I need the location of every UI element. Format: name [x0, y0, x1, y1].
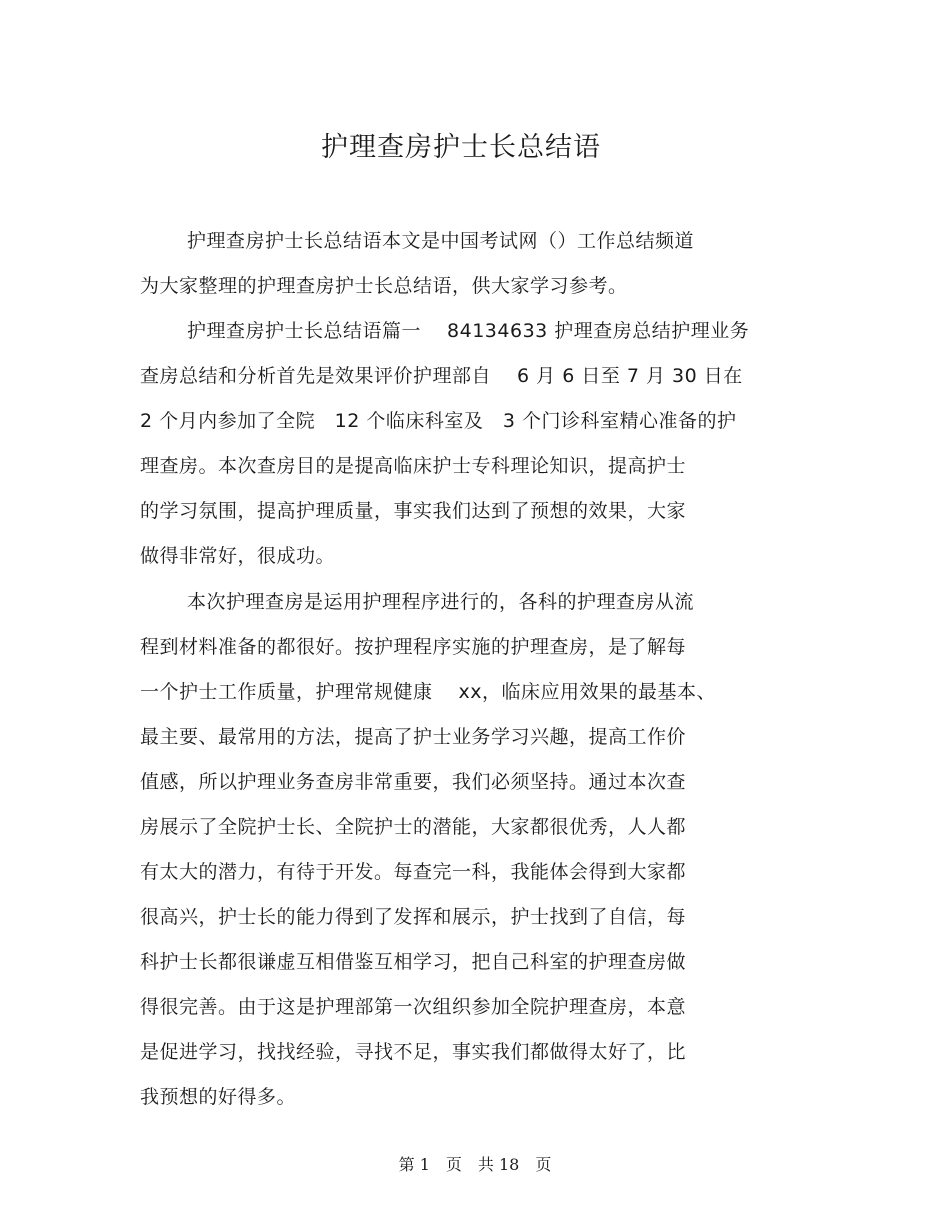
paragraph-2-line-3: 2 个月内参加了全院 12 个临床科室及 3 个门诊科室精心准备的护	[140, 410, 737, 432]
paragraph-3-line-12: 我预想的好得多。	[140, 1086, 297, 1108]
paragraph-3-line-2: 程到材料准备的都很好。按护理程序实施的护理查房，是了解每	[140, 636, 687, 658]
paragraph-1-line-1: 护理查房护士长总结语本文是中国考试网（）工作总结频道	[187, 230, 695, 252]
paragraph-3-line-11: 是促进学习，找找经验，寻找不足，事实我们都做得太好了，比	[140, 1041, 687, 1063]
page-number-footer: 第 1 页 共 18 页	[398, 1155, 552, 1174]
paragraph-3-line-7: 有太大的潜力，有待于开发。每查完一科，我能体会得到大家都	[140, 861, 687, 883]
paragraph-3-line-1: 本次护理查房是运用护理程序进行的，各科的护理查房从流	[187, 591, 695, 613]
paragraph-2-line-2: 查房总结和分析首先是效果评价护理部自 6 月 6 日至 7 月 30 日在	[140, 365, 743, 387]
document-title: 护理查房护士长总结语	[321, 132, 601, 163]
paragraph-3-line-6: 房展示了全院护士长、全院护士的潜能，大家都很优秀，人人都	[140, 816, 687, 838]
paragraph-3-line-10: 得很完善。由于这是护理部第一次组织参加全院护理查房，本意	[140, 996, 687, 1018]
paragraph-3-line-5: 值感，所以护理业务查房非常重要，我们必须坚持。通过本次查	[140, 771, 687, 793]
paragraph-1-line-2: 为大家整理的护理查房护士长总结语，供大家学习参考。	[140, 275, 628, 297]
paragraph-2-line-4: 理查房。本次查房目的是提高临床护士专科理论知识，提高护士	[140, 455, 687, 477]
paragraph-3-line-9: 科护士长都很谦虚互相借鉴互相学习，把自己科室的护理查房做	[140, 951, 687, 973]
paragraph-2-line-6: 做得非常好，很成功。	[140, 545, 336, 567]
paragraph-2-line-5: 的学习氛围，提高护理质量，事实我们达到了预想的效果，大家	[140, 500, 687, 522]
paragraph-2-line-1: 护理查房护士长总结语篇一 84134633 护理查房总结护理业务	[187, 320, 750, 342]
paragraph-3-line-3: 一个护士工作质量，护理常规健康 xx，临床应用效果的最基本、	[140, 681, 717, 703]
paragraph-3-line-4: 最主要、最常用的方法，提高了护士业务学习兴趣，提高工作价	[140, 726, 687, 748]
paragraph-3-line-8: 很高兴，护士长的能力得到了发挥和展示，护士找到了自信，每	[140, 906, 687, 928]
